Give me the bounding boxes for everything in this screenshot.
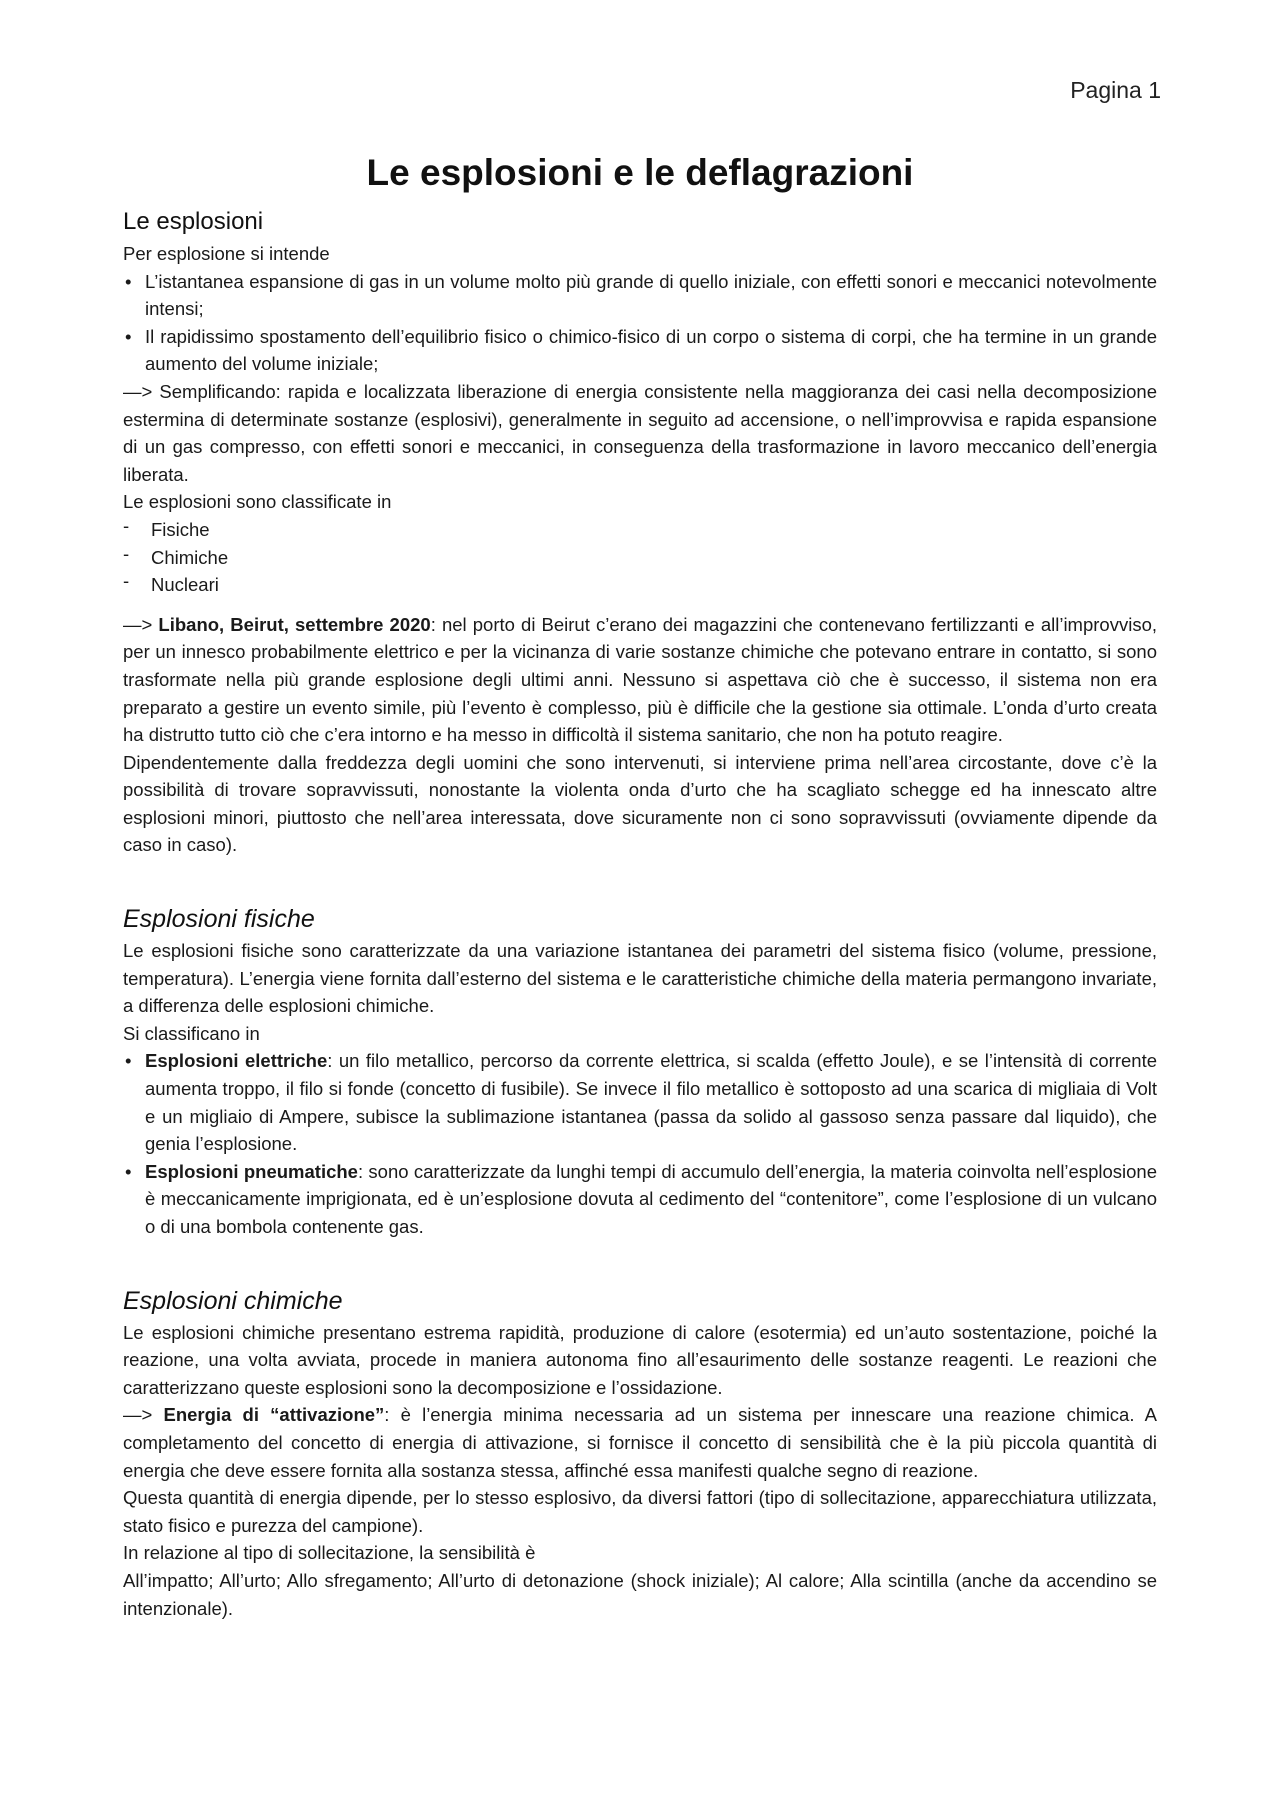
simplified-paragraph: —> Semplificando: rapida e localizzata liberazione di energia consistente nella maggioranza dei casi nella decomposizione estermina di determinate sostanze (esplosivi), generalmente in seguito ad accensione, o nell’improvvisa e rapida espansione di un gas compresso, con effetti sonori e meccanici, in conseguenza della trasformazione in lavoro meccanico dell’energia liberata. <box>123 380 1157 485</box>
list-item: - Fisiche <box>123 516 1157 544</box>
list-item: • Il rapidissimo spostamento dell’equilibrio fisico o chimico-fisico di un corpo o sistema di corpi, che ha termine in un grande aumento del volume iniziale; <box>123 323 1157 378</box>
list-item: • L’istantanea espansione di gas in un volume molto più grande di quello iniziale, con effetti sonori e meccanici notevolmente intensi; <box>123 268 1157 323</box>
page-number: Pagina 1 <box>1070 77 1161 103</box>
explosion-types-list <box>123 516 1157 599</box>
activation-energy-paragraph: —> Energia di “attivazione”: è l’energia minima necessaria ad un sistema per innescare una reazione chimica. A completamento del concetto di energia di attivazione, si fornisce il concetto di sensibilità che è la più piccola quantità di energia che deve essere fornita alla sostanza stessa, affinché essa manifesti qualche segno di reazione. <box>123 1404 1157 1481</box>
beirut-bold: Libano, Beirut, settembre 2020 <box>158 613 431 635</box>
fisiche-intro: Le esplosioni fisiche sono caratterizzate da una variazione istantanea dei parametri del sistema fisico (volume, pressione, temperatura). L’energia viene fornita dall’esterno del sistema e le caratteristiche chimiche della materia permangono invariate, a differenza delle esplosioni chimiche. <box>123 940 1157 1017</box>
section-esplosioni-chimiche <box>123 1285 1157 1623</box>
chimiche-intro: Le esplosioni chimiche presentano estrema rapidità, produzione di calore (esotermia) ed un’auto sostentazione, poiché la reazione, una volta avviata, procede in maniera autonoma fino all’esaurimento delle sostanze reagenti. Le reazioni che caratterizzano queste esplosioni sono la decomposizione e l’ossidazione. <box>123 1321 1157 1398</box>
beirut-paragraph: —> Libano, Beirut, settembre 2020: nel porto di Beirut c’erano dei magazzini che contenevano fertilizzanti e all’improvviso, per un innesco probabilmente elettrico e per la vicinanza di varie sostanze chimiche che potevano entrare in contatto, si sono trasformate nella più grande esplosione degli ultimi anni. Nessuno si aspettava ciò che è successo, il sistema non era preparato a gestire un evento simile, più l’evento è complesso, più è difficile che la gestione sia ottimale. L’onda d’urto creata ha distrutto tutto ciò che c’era intorno e ha messo in difficoltà il sistema sanitario, che non ha potuto reagire. <box>123 613 1157 746</box>
section-esplosioni-fisiche <box>123 903 1157 1241</box>
bullet-marker: • <box>125 270 132 292</box>
list-item: • Esplosioni pneumatiche: sono caratterizzate da lunghi tempi di accumulo dell’energia, la materia coinvolta nell’esplosione è meccanicamente imprigionata, ed è un’esplosione dovuta al cedimento del “contenitore”, come l’esplosione di un vulcano o di una bombola contenente gas. <box>123 1158 1157 1241</box>
list-item: - Chimiche <box>123 544 1157 572</box>
classify-intro: Si classificano in <box>123 1022 260 1044</box>
definition-list <box>123 268 1157 378</box>
sensitivity-paragraph: All’impatto; All’urto; Allo sfregamento; All’urto di detonazione (shock iniziale); Al calore; Alla scintilla (anche da accendino se intenzionale). <box>123 1569 1157 1619</box>
section-heading-esplosioni: Le esplosioni <box>123 208 264 235</box>
fisiche-list <box>123 1047 1157 1240</box>
list-item: - Nucleari <box>123 571 1157 599</box>
quantity-paragraph: Questa quantità di energia dipende, per lo stesso esplosivo, da diversi fattori (tipo di sollecitazione, apparecchiatura utilizzata, stato fisico e purezza del campione). <box>123 1487 1157 1536</box>
definition-intro: Per esplosione si intende <box>123 243 330 264</box>
section-esplosioni <box>123 206 1157 859</box>
classified-intro: Le esplosioni sono classificate in <box>123 491 392 513</box>
section-heading-chimiche: Esplosioni chimiche <box>123 1286 343 1315</box>
rescue-paragraph: Dipendentemente dalla freddezza degli uomini che sono intervenuti, si interviene prima nell’area circostante, dove c’è la possibilità di trovare sopravvissuti, nonostante la violenta onda d’urto che ha scagliato schegge ed ha innescato altre esplosioni minori, piuttosto che nell’area interessata, dove sicuramente non ci sono sopravvissuti (ovviamente dipende da caso in caso). <box>123 751 1157 856</box>
dash-marker: - <box>123 570 130 592</box>
section-heading-fisiche: Esplosioni fisiche <box>123 905 315 934</box>
list-item: • Esplosioni elettriche: un filo metallico, percorso da corrente elettrica, si scalda (effetto Joule), e se l’intensità di corrente aumenta troppo, il filo si fonde (concetto di fusibile). Se invece il filo metallico è sottoposto ad una scarica di migliaia di Volt e un migliaio di Ampere, subisce la sublimazione istantanea (passa da solido al gassoso senza passare dal liquido), che genia l’esplosione. <box>123 1047 1157 1157</box>
bullet-marker: • <box>125 1160 132 1182</box>
bullet-marker: • <box>125 325 132 347</box>
bullet-marker: • <box>125 1050 132 1072</box>
document-title: Le esplosioni e le deflagrazioni <box>366 152 914 193</box>
relation-paragraph: In relazione al tipo di sollecitazione, la sensibilità è <box>123 1542 536 1564</box>
dash-marker: - <box>123 514 130 536</box>
dash-marker: - <box>123 542 130 564</box>
